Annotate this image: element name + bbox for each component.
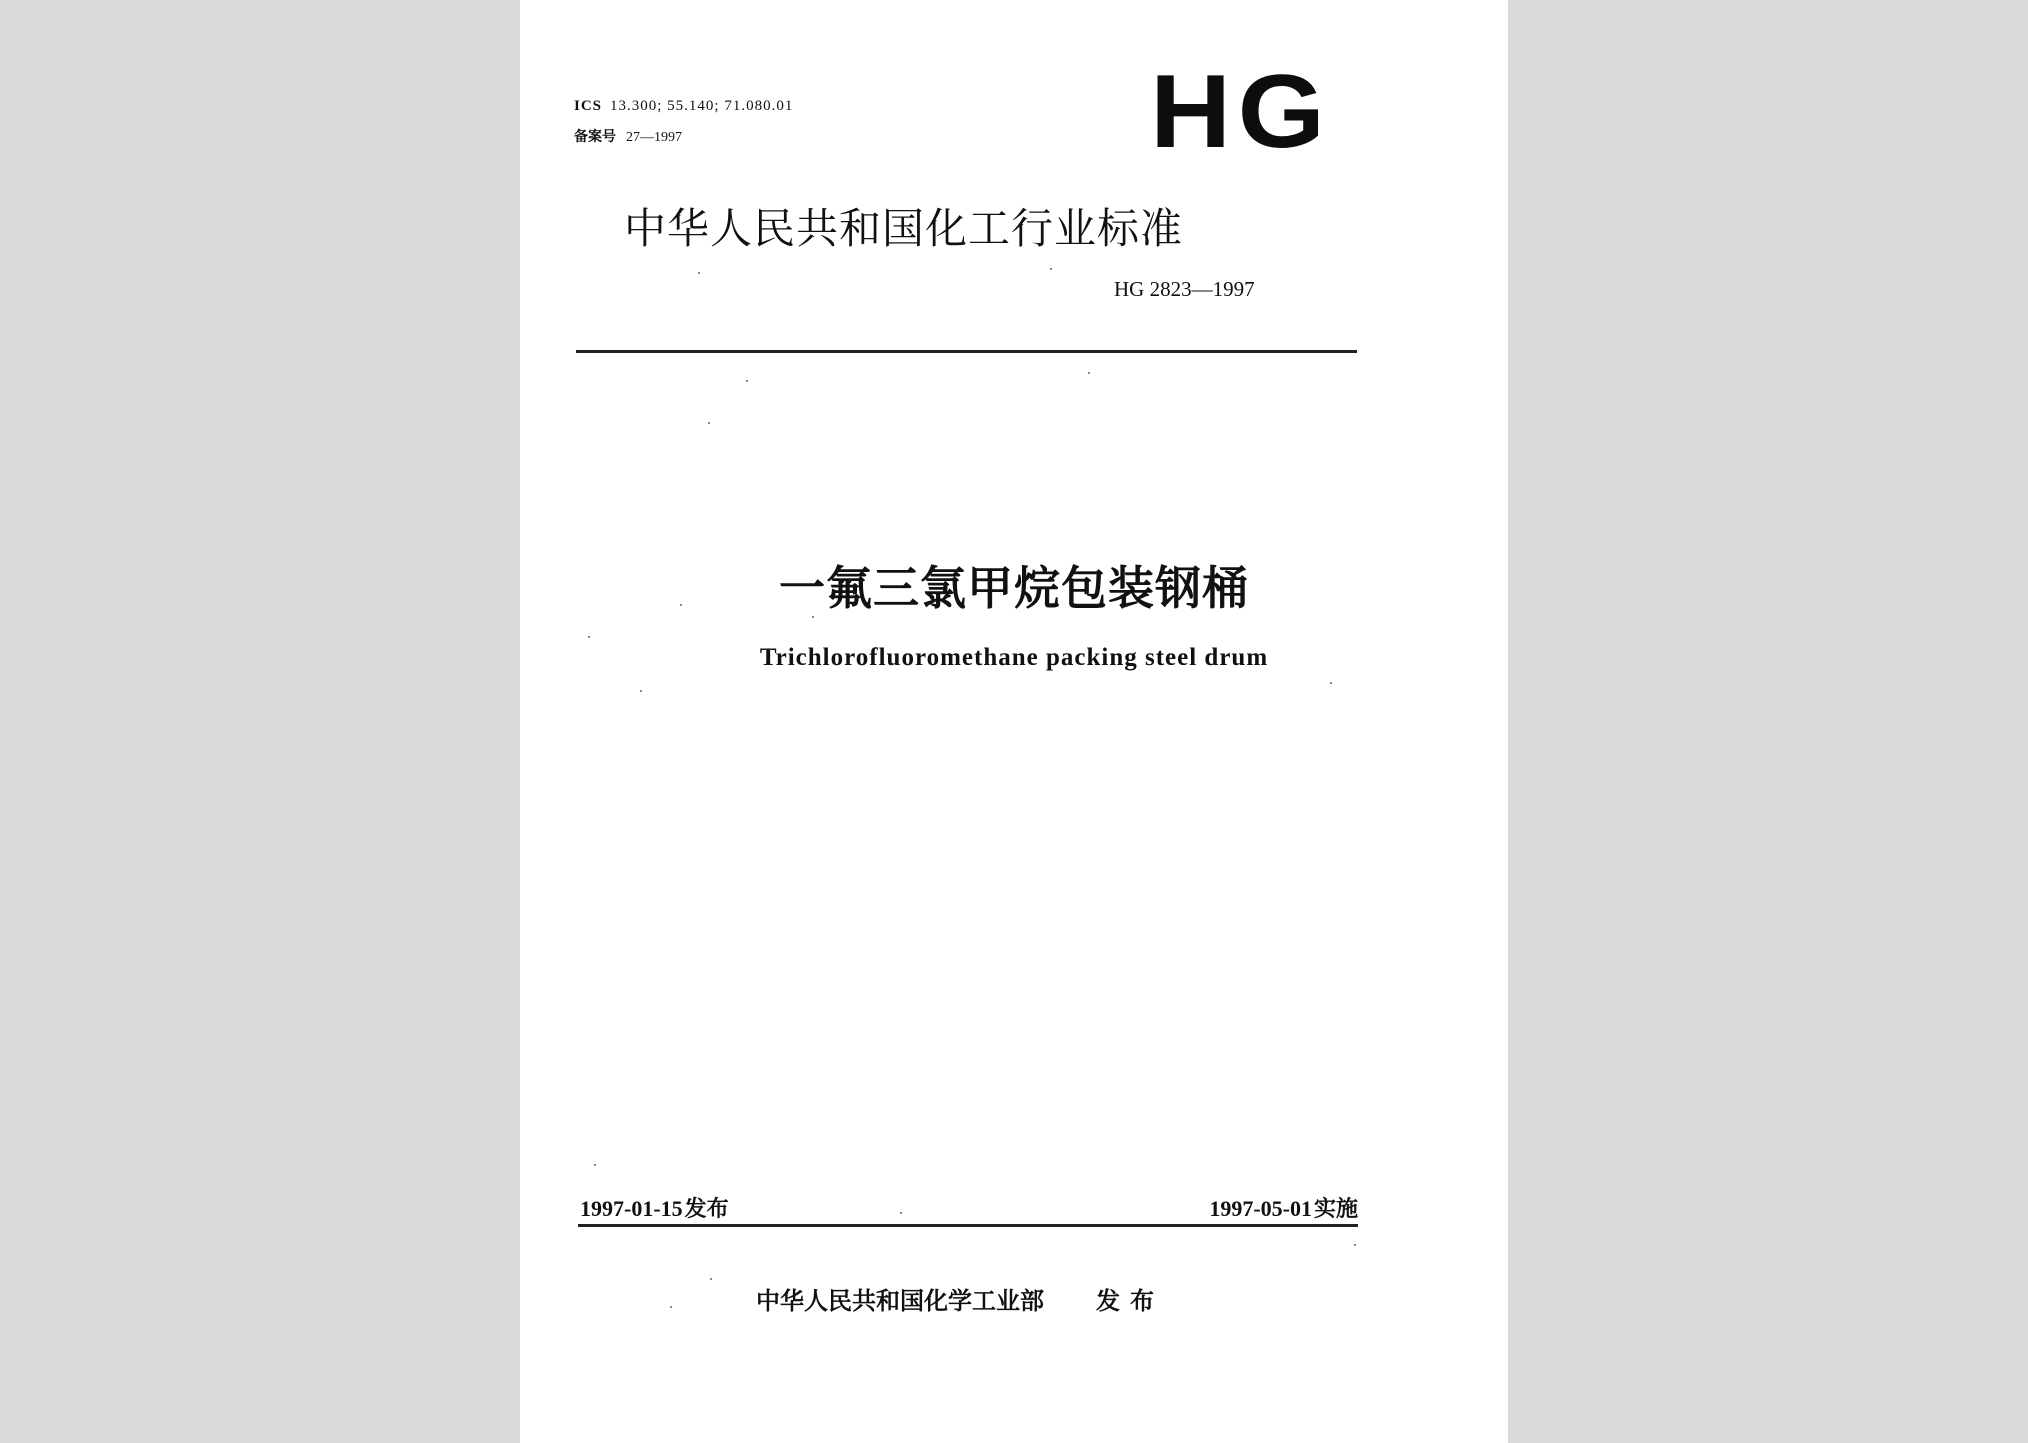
scan-speck <box>670 1306 672 1308</box>
implementation-label: 实施 <box>1313 1197 1358 1222</box>
scan-speck <box>710 1278 712 1280</box>
issue-date: 1997-01-15 <box>580 1196 683 1221</box>
ics-label: ICS <box>574 98 603 114</box>
scan-speck <box>698 272 700 274</box>
bottom-divider <box>578 1224 1358 1227</box>
record-number: 27—1997 <box>626 130 682 145</box>
scan-speck <box>900 1212 902 1214</box>
publisher-line <box>756 1281 1164 1316</box>
scan-speck <box>746 380 748 382</box>
scan-speck <box>680 604 682 606</box>
document-page <box>520 0 1508 1443</box>
scan-speck <box>812 616 814 618</box>
top-divider <box>576 350 1357 353</box>
industry-standard-title: 中华人民共和国化工行业标准 <box>624 204 1184 253</box>
scan-speck <box>594 1164 596 1166</box>
record-label: 备案号 <box>574 129 616 145</box>
document-title-english: Trichlorofluoromethane packing steel drum <box>759 644 1269 671</box>
issue-label: 发布 <box>684 1197 729 1222</box>
implementation-date-line <box>1209 1192 1358 1223</box>
ics-codes: 13.300; 55.140; 71.080.01 <box>610 98 794 114</box>
record-number-line <box>574 126 682 146</box>
scan-speck <box>1088 372 1090 374</box>
ics-line <box>574 98 793 115</box>
scan-speck <box>708 422 710 424</box>
scan-speck <box>1354 1244 1356 1246</box>
standard-number: HG 2823—1997 <box>1114 277 1255 301</box>
issue-date-line <box>580 1192 729 1223</box>
scan-speck <box>588 636 590 638</box>
scan-speck <box>1330 682 1332 684</box>
scan-speck <box>640 690 642 692</box>
publisher-name: 中华人民共和国化学工业部 <box>756 1287 1044 1315</box>
hg-logo: HG <box>1150 54 1332 170</box>
implementation-date: 1997-05-01 <box>1209 1196 1312 1221</box>
scan-speck <box>1050 268 1052 270</box>
publisher-action: 发布 <box>1096 1287 1164 1315</box>
document-title-chinese: 一氟三氯甲烷包装钢桶 <box>779 561 1249 615</box>
